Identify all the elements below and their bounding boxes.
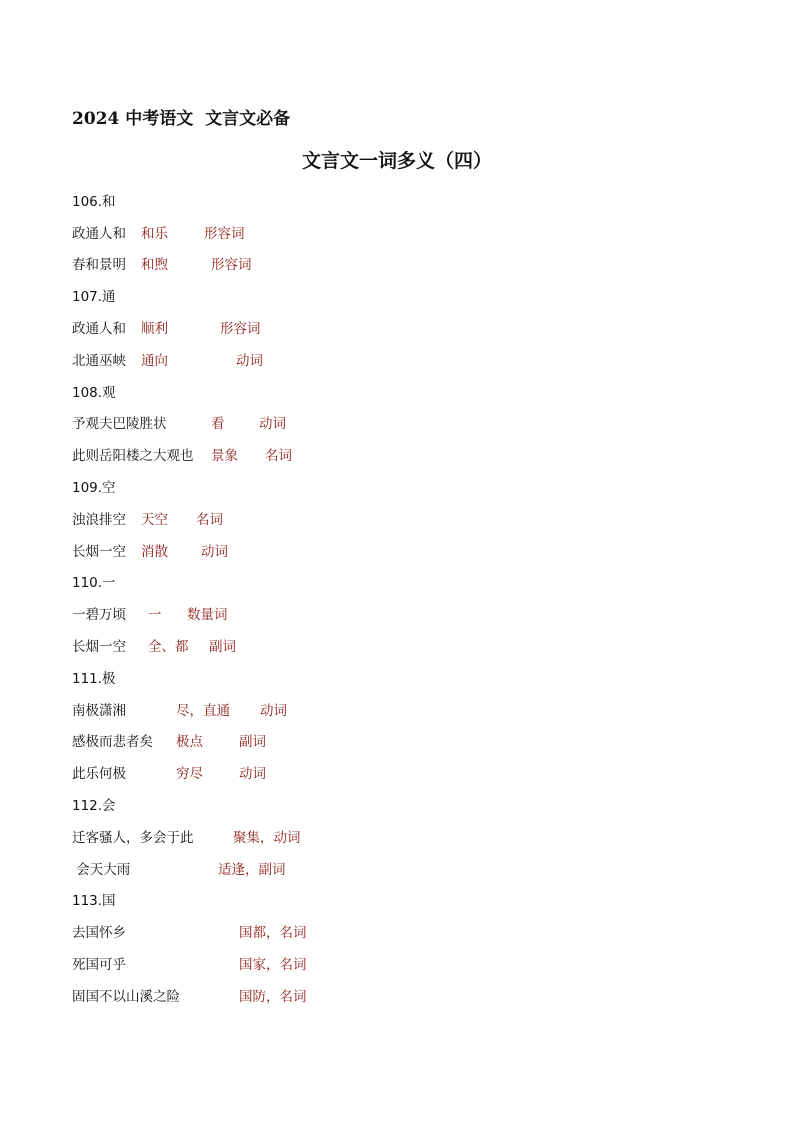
meaning-gloss: 消散	[141, 543, 168, 560]
meaning-gloss: 全、都	[148, 639, 189, 656]
example-phrase: 长烟一空	[72, 543, 126, 560]
entry-heading: 113.国	[72, 893, 116, 910]
entry-line	[72, 216, 722, 248]
entry-line	[72, 756, 722, 788]
entry-line	[72, 311, 722, 343]
part-of-speech: 形容词	[211, 257, 252, 274]
example-phrase: 固国不以山溪之险	[72, 988, 180, 1005]
meaning-gloss: 适逢，副词	[218, 861, 286, 878]
entry-list	[72, 184, 722, 1011]
entry-heading: 109.空	[72, 480, 116, 497]
example-phrase: 南极潇湘	[72, 702, 126, 719]
meaning-gloss: 一	[148, 607, 162, 624]
entry-heading: 111.极	[72, 670, 116, 687]
part-of-speech: 名词	[265, 448, 292, 465]
meaning-gloss: 聚集，动词	[233, 829, 301, 846]
meaning-gloss: 尽，直通	[176, 702, 230, 719]
entry-line	[72, 979, 722, 1011]
document-header: 2024 中考语文 文言文必备	[72, 109, 291, 129]
meaning-gloss: 天空	[141, 511, 168, 528]
example-phrase: 迁客骚人，多会于此	[72, 829, 194, 846]
example-phrase: 春和景明	[72, 257, 126, 274]
meaning-gloss: 通向	[141, 352, 168, 369]
part-of-speech: 形容词	[204, 225, 245, 242]
meaning-gloss: 和乐	[141, 225, 168, 242]
entry-line	[72, 852, 722, 884]
entry-line	[72, 248, 722, 280]
entry-line	[72, 820, 722, 852]
entry-heading: 107.通	[72, 289, 116, 306]
entry-heading: 108.观	[72, 384, 116, 401]
entry-line	[72, 725, 722, 757]
part-of-speech: 动词	[239, 766, 266, 783]
entry-heading: 110.一	[72, 575, 116, 592]
part-of-speech: 名词	[196, 511, 223, 528]
entry-line	[72, 693, 722, 725]
part-of-speech: 副词	[209, 639, 236, 656]
entry-line	[72, 947, 722, 979]
part-of-speech: 动词	[236, 352, 263, 369]
meaning-gloss: 景象	[211, 448, 238, 465]
entry-heading: 112.会	[72, 798, 116, 815]
meaning-gloss: 国家，名词	[239, 957, 307, 974]
entry-heading: 106.和	[72, 193, 116, 210]
entry-line	[72, 343, 722, 375]
example-phrase: 政通人和	[72, 225, 126, 242]
part-of-speech: 数量词	[187, 607, 228, 624]
example-phrase: 一碧万顷	[72, 607, 126, 624]
entry-line	[72, 534, 722, 566]
example-phrase: 长烟一空	[72, 639, 126, 656]
entry-line	[72, 438, 722, 470]
entry-line	[72, 502, 722, 534]
example-phrase: 予观夫巴陵胜状	[72, 416, 167, 433]
meaning-gloss: 穷尽	[176, 766, 203, 783]
meaning-gloss: 看	[211, 416, 225, 433]
meaning-gloss: 国都，名词	[239, 925, 307, 942]
part-of-speech: 副词	[239, 734, 266, 751]
example-phrase: 感极而悲者矣	[72, 734, 153, 751]
part-of-speech: 动词	[260, 702, 287, 719]
example-phrase: 死国可乎	[72, 957, 126, 974]
entry-line	[72, 597, 722, 629]
part-of-speech: 动词	[201, 543, 228, 560]
meaning-gloss: 极点	[176, 734, 203, 751]
part-of-speech: 动词	[259, 416, 286, 433]
example-phrase: 去国怀乡	[72, 925, 126, 942]
part-of-speech: 形容词	[220, 321, 261, 338]
example-phrase: 浊浪排空	[72, 511, 126, 528]
example-phrase: 此乐何极	[72, 766, 126, 783]
meaning-gloss: 国防，名词	[239, 988, 307, 1005]
entry-line	[72, 407, 722, 439]
meaning-gloss: 和煦	[141, 257, 168, 274]
entry-line	[72, 629, 722, 661]
meaning-gloss: 顺利	[141, 321, 168, 338]
example-phrase: 会天大雨	[72, 861, 131, 878]
example-phrase: 此则岳阳楼之大观也	[72, 448, 194, 465]
document-title: 文言文一词多义（四）	[301, 150, 492, 172]
example-phrase: 政通人和	[72, 321, 126, 338]
example-phrase: 北通巫峡	[72, 352, 126, 369]
entry-line	[72, 915, 722, 947]
